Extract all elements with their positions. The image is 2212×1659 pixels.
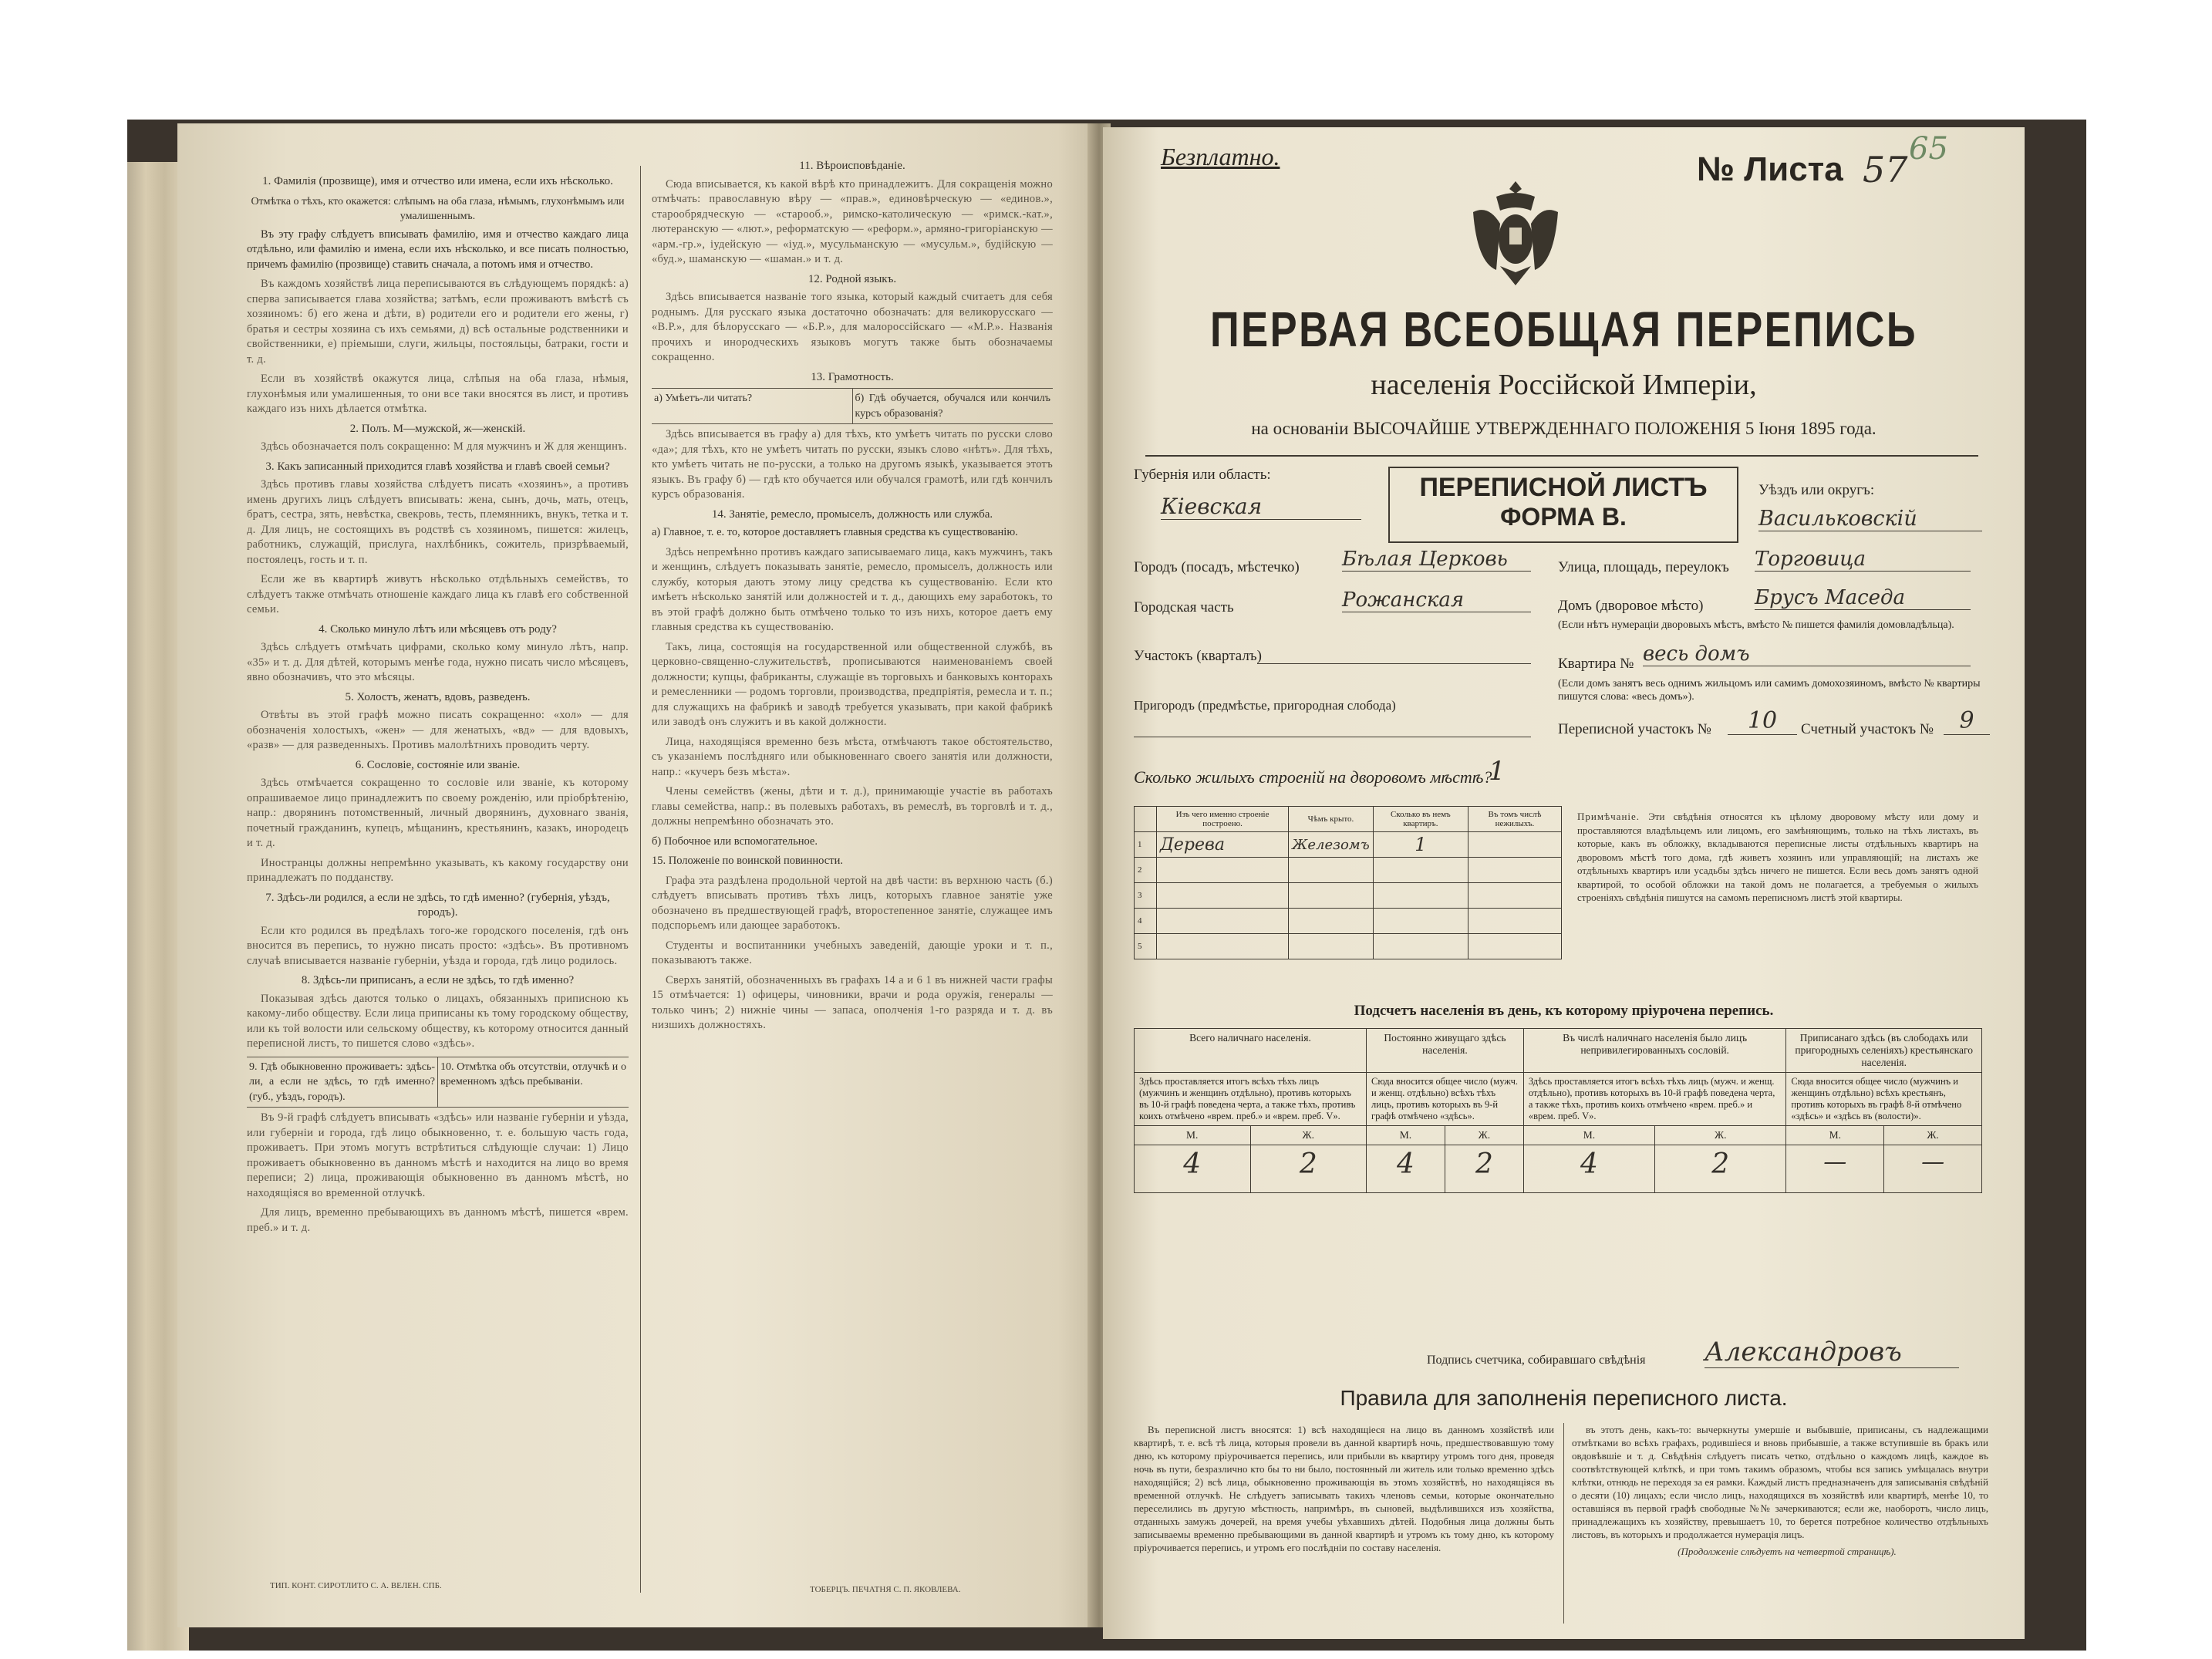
form-title-box [1388,467,1738,543]
male-label: М. [1523,1126,1654,1145]
body-text: Здѣсь отмѣчается сокращенно то сословіе или званіе, къ которому опрашиваемое лицо принадлежитъ по своему рожденію, или пріобрѣтенію, напр.: дворянинъ потомственный, личный дворянинъ, духовнаго званія, почетный гражданинъ, купецъ, мѣщанинъ, крестьянинъ, казакъ, инородецъ и т. д. [247,777,629,849]
city-value: Бѣлая Церковь [1342,548,1531,572]
house-label: Домъ (дворовое мѣсто) [1558,598,1704,614]
roof-cell [1289,858,1374,883]
body-text: Въ 9-й графѣ слѣдуетъ вписывать «здѣсь» или названіе губерніи и уѣзда, или губерніи и города, гдѣ лицо обыкновенно, т. е. большую часть года, проживаетъ. При этомъ могутъ встрѣтиться слѣдующіе случаи: 1) Лицо проживаетъ обыкновенно въ данномъ мѣстѣ и находится на лицо во время переписи; 2) лица, проживающія обыкновенно въ данномъ мѣстѣ, но находящіяся во временной отлучкѣ. [247,1111,629,1199]
count-nonprivileged-male: 4 [1523,1145,1654,1193]
count-peasants-male: — [1786,1145,1884,1193]
apartment-label: Квартира № [1558,656,1634,672]
table-row [1135,934,1562,959]
count-permanent-female: 2 [1445,1145,1523,1193]
house-value: Брусъ Маседа [1755,586,1971,610]
sheet-number-value: 57 [1863,149,1908,191]
count-district-label: Счетный участокъ № [1801,721,1934,737]
row-number: 5 [1135,934,1157,959]
section-1-text: Въ эту графу слѣдуетъ вписывать фамилію, имя и отчество каждаго лица отдѣльно, или фамилію и имена, если ихъ нѣсколько, и все писать полностью, причемъ фамилію (прозвище) ставить сначала, а потомъ имя и отчество. [247,228,629,271]
census-basis: на основаніи ВЫСОЧАЙШЕ УТВЕРЖДЕННАГО ПОЛОЖЕНІЯ 5 Іюня 1895 года. [1251,419,1876,438]
body-text: Въ каждомъ хозяйствѣ лица переписываются въ слѣдующемъ порядкѣ: а) сперва записывается глава хозяйства; затѣмъ, если проживаютъ вмѣстѣ съ хозяиномъ: б) его жена и дѣти, в) родители его и родители его жены, г) братья и сестры хозяина съ ихъ семьями, д) всѣ остальные родственники и свойственники, е) пріемыши, слуги, жильцы, постояльцы, батраки, гости и т. д. [247,278,629,366]
male-label: М. [1367,1126,1445,1145]
row-number-header [1135,807,1157,832]
section-1-subtitle: Отмѣтка о тѣхъ, кто окажется: слѣпымъ на оба глаза, нѣмымъ, глухонѣмымъ или умалишеннымъ. [251,195,625,222]
material-header: Изъ чего именно строеніе построено. [1157,807,1289,832]
row-number: 4 [1135,909,1157,934]
enumerator-signature: Александровъ [1705,1337,1959,1368]
material-cell [1157,934,1289,959]
section-13-title: 13. Грамотность. [811,370,894,383]
enumerator-label: Подпись счетчика, собиравшаго свѣдѣнія [1427,1354,1646,1367]
count-header-total: Всего наличнаго населенія. [1135,1029,1367,1073]
census-subtitle: населенія Россійской Имперіи, [1371,369,1757,401]
column-divider [640,166,641,1593]
left-footer-1: ТИП. КОНТ. СИРОТЛИТО С. А. ВЕЛЕН. СПБ. [270,1581,442,1590]
note-title: Примѣчаніе. [1577,811,1640,822]
count-desc-permanent: Сюда вносится общее число (мужч. и женщ. отдѣльно) всѣхъ тѣхъ лицъ, противъ которыхъ въ 9-й графѣ отмѣчено «здѣсь». [1367,1073,1524,1126]
left-column-1 [247,170,629,1240]
form-letter: ФОРМА В. [1500,503,1627,531]
body-text: Здѣсь обозначается полъ сокращенно: М для мужчинъ и Ж для женщинъ. [261,440,627,453]
apartments-header: Сколько въ немъ квартиръ. [1373,807,1468,832]
population-count-table [1134,1028,1982,1193]
row-number: 3 [1135,883,1157,909]
nonresidential-header: Въ томъ числѣ нежилыхъ. [1468,807,1561,832]
rules-continuation: (Продолженіе слѣдуетъ на четвертой страницѣ). [1678,1546,1897,1557]
female-label: Ж. [1445,1126,1523,1145]
population-count-title: Подсчетъ населенія въ день, къ которому пріурочена перепись. [1354,1003,1774,1019]
section-label: Участокъ (кварталъ) [1134,648,1262,664]
province-value: Кіевская [1161,494,1361,520]
nonresidential-cell [1468,883,1561,909]
body-text: Отвѣты въ этой графѣ можно писать сокращенно: «хол» — для обозначенія холостыхъ, «жен» — для женатыхъ, «вд» — для вдовыхъ, «разв» — для разведенныхъ. Противъ малолѣтнихъ проводить черту. [247,709,629,751]
body-text: Студенты и воспитанники учебныхъ заведеній, дающіе уроки и т. п., показываютъ также. [652,939,1053,966]
note-text: Эти свѣдѣнія относятся къ цѣлому дворовому мѣсту или дому и проставляются владѣльцемъ или лицомъ, его замѣняющимъ, только на тѣхъ листахъ, въ которые, какъ въ обложку, вкладываются переписные листы отдѣльныхъ квартиръ на дворовомъ мѣстѣ того дома, гдѣ живетъ хозяинъ или управляющій; на листахъ же отдѣльныхъ квартиръ или усадьбы здѣсь ничего не пишется. Если весь домъ занятъ одной квартирой, то особой обложки на такой домъ не полагается, а требуемыя о жилыхъ строеніяхъ свѣдѣнія пишутся на самомъ переписномъ листѣ этой квартиры. [1577,811,1978,903]
row-number: 2 [1135,858,1157,883]
count-header-nonprivileged: Въ числѣ наличнаго населенія было лицъ непривилегированныхъ сословій. [1523,1029,1786,1073]
section-13a-title: а) Умѣетъ-ли читать? [652,389,853,423]
count-total-male: 4 [1135,1145,1251,1193]
rules-text-1: Въ переписной листъ вносятся: 1) всѣ находящіеся на лицо въ данномъ хозяйствѣ или квартирѣ, т. е. всѣ тѣ лица, которыя провели въ данной квартирѣ ночь, предшествовавшую тому дню, къ которому пріурочивается перепись, или прибыли въ квартиру утромъ того дня, проведя ночь въ пути, безразлично кто бы то ни было, постоянный ли житель или только временно здѣсь находящійся; 2) всѣ лица, обыкновенно проживающія въ этомъ хозяйствѣ, но находящіяся въ временной отлучкѣ. Не слѣдуетъ записывать такихъ членовъ семьи, которые окончательно переселились въ другую мѣстность, напримѣръ, въ сыновей, выдѣлившихся изъ хозяйства, отданныхъ замужъ дочерей, на время учебы уѣхавшихъ дѣтей. Подобныя лица должны быть записываемы временно пребывающими въ данной квартирѣ и утромъ къ тому дню, къ которому пріурочивается перепись, и утромъ его послѣдніи по составу населенія. [1134,1424,1554,1553]
apartments-cell [1373,909,1468,934]
section-7-title: 7. Здѣсь-ли родился, а если не здѣсь, то гдѣ именно? (губернія, уѣздъ, городъ). [265,891,610,919]
section-13b-title: б) Гдѣ обучается, обучался или кончилъ курсъ образованія? [855,393,1050,420]
body-text: Показывая здѣсь даются только о лицахъ, обязанныхъ приписною къ какому-либо обществу. Если лица приписаны къ тому городскому обществу, или къ той волости или сельскому обществу, къ которому относится данный переписной листъ, то пишется слово «здѣсь». [247,992,629,1050]
header-rule [1145,455,1978,457]
body-text: Для лицъ, временно пребывающихъ въ данномъ мѣстѣ, пишется «врем. преб.» и т. д. [247,1206,629,1234]
section-9-title: 9. Гдѣ обыкновенно проживаетъ: здѣсь-ли, а если не здѣсь, то гдѣ именно? (губ., уѣздъ, городъ). [247,1057,438,1108]
suburb-label: Пригородъ (предмѣстье, пригородная слобода) [1134,698,1396,713]
census-district-value: 10 [1728,707,1797,735]
right-page [1103,127,2025,1639]
body-text: Здѣсь вписывается въ графу а) для тѣхъ, кто умѣетъ читать по русски слово «да»; для тѣхъ, кто не умѣетъ читать по русски, языкъ слово «нѣтъ». Для тѣхъ, кто умѣетъ читать не по-русски, а только на другомъ языкѣ, указывается этотъ языкъ. Въ графу б) — гдѣ кто обучается или обучался грамотѣ, или гдѣ кончилъ курсъ образованія. [652,428,1053,501]
left-footer-2: ТОБЕРЦЪ. ПЕЧАТНЯ С. П. ЯКОВЛЕВА. [810,1585,961,1594]
section-1-title: 1. Фамилія (прозвище), имя и отчество или имена, если ихъ нѣсколько. [262,175,613,187]
census-title: ПЕРВАЯ ВСЕОБЩАЯ ПЕРЕПИСЬ [1209,302,1918,357]
count-desc-total: Здѣсь проставляется итогъ всѣхъ тѣхъ лицъ (мужчинъ и женщинъ отдѣльно), противъ которыхъ въ 10-й графѣ поведена черта, а также тѣхъ, противъ коихъ отмѣчено «врем. преб.» и «врем. преб. V». [1135,1073,1367,1126]
section-15-title: 15. Положеніе по воинской повинности. [652,855,843,867]
body-text: Такъ, лица, состоящія на государственной или общественной службѣ, въ церковно-священно-служительствѣ, прописываются наименованіемъ своей должности; купцы, фабриканты, служащіе въ торговыхъ и банковыхъ конторахъ и ремесленники — родомъ торговли, производства, предпріятія, ремесла и т. п.; для служащихъ на фабрикѣ и заводѣ требуется указывать, при какой фабрикѣ или заводѣ онъ служитъ и въ какой должности. [652,640,1053,728]
material-cell [1157,883,1289,909]
count-permanent-male: 4 [1367,1145,1445,1193]
body-text: Лица, находящіяся временно безъ мѣста, отмѣчаютъ такое обстоятельство, съ указаніемъ послѣдняго или обыкновеннаго своего занятія или должности, напр.: «кучеръ безъ мѣста». [652,735,1053,778]
body-text: Здѣсь вписывается названіе того языка, который каждый считаетъ для себя роднымъ. Для русскаго языка достаточно обозначать: для великорусскаго — «В.Р.», для бѣлорусскаго — «Б.Р.», для малороссійскаго — «М.Р.». Названія прочихъ и инородческихъ языковъ могутъ также быть обозначаемы сокращенно. [652,291,1053,363]
district-value: Рожанская [1342,588,1531,612]
count-desc-nonprivileged: Здѣсь проставляется итогъ всѣхъ тѣхъ лицъ (мужч. и женщ. отдѣльно), противъ которыхъ въ 10-й графѣ поведена черта, а также тѣхъ, противъ коихъ отмѣчено «врем. преб.» и «врем. преб. V». [1523,1073,1786,1126]
section-value-line [1257,663,1531,664]
buildings-table [1134,806,1562,959]
male-label: М. [1135,1126,1251,1145]
roof-cell [1289,934,1374,959]
section-12-title: 12. Родной языкъ. [808,272,897,285]
body-text: Здѣсь слѣдуетъ отмѣчать цифрами, сколько кому минуло лѣтъ, напр. «35» и т. д. Для дѣтей, которымъ менѣе года, нужно писать число мѣсяцевъ, явно обозначивъ, что это мѣсяцы. [247,641,629,683]
buildings-value: 1 [1489,756,1506,787]
count-total-female: 2 [1250,1145,1367,1193]
apartments-cell: 1 [1373,832,1468,858]
section-11-title: 11. Вѣроисповѣданіе. [799,160,905,172]
left-page [177,123,1095,1627]
roof-cell: Железомъ [1289,832,1374,858]
county-value: Васильковскій [1758,507,1982,531]
apartment-note: (Если домъ занятъ весь однимъ жильцомъ или самимъ домохозяиномъ, вмѣсто № квартиры пишутся слова: «весь домъ»). [1558,678,1981,703]
district-label: Городская часть [1134,599,1234,615]
street-value: Торговица [1755,548,1971,572]
nonresidential-cell [1468,858,1561,883]
body-text: Сверхъ занятій, обозначенныхъ въ графахъ 14 а и 6 1 въ нижней части графы 15 отмѣчается: 1) офицеры, чиновники, врачи и рода оружія, генералы — только чинъ; 2) нижніе чины — запаса, ополченія 1-го разряда и т. д. въ низшихъ должностяхъ. [652,973,1053,1031]
free-label: Безплатно. [1161,143,1280,170]
row-number: 1 [1135,832,1157,858]
material-cell [1157,909,1289,934]
section-14b-title: б) Побочное или вспомогательное. [652,835,818,848]
roof-header: Чѣмъ крыто. [1289,807,1374,832]
apartments-cell [1373,934,1468,959]
form-title: ПЕРЕПИСНОЙ ЛИСТЪ [1419,473,1708,502]
section-6-title: 6. Сословіе, состояніе или званіе. [355,758,521,771]
left-column-2 [652,154,1053,1038]
section-8-title: 8. Здѣсь-ли приписанъ, а если не здѣсь, то гдѣ именно? [301,974,575,986]
census-district-label: Переписной участокъ № [1558,721,1711,737]
female-label: Ж. [1250,1126,1367,1145]
table-row [1135,883,1562,909]
province-label: Губернія или область: [1134,467,1271,483]
house-note: (Если нѣтъ нумераціи дворовыхъ мѣстъ, вмѣсто № пишется фамилія домовладѣльца). [1558,619,1954,631]
nonresidential-cell [1468,909,1561,934]
table-row [1135,858,1562,883]
sheet-number-label: № Листа [1697,150,1843,188]
section-14-title: 14. Занятіе, ремесло, промыселъ, должность или служба. [711,507,993,521]
apartment-value: весь домъ [1643,642,1971,666]
rules-text-2: въ этотъ день, какъ-то: вычеркнуты умершіе и выбывшіе, приписаны, съ надлежащими отмѣтками во всѣхъ графахъ, родившіеся и вновь прибывшіе, а также вступившіе въ бракъ или овдовѣвшіе и т. д. Свѣдѣнія слѣдуетъ писать четко, отдѣльно о каждомъ лицѣ, каждое въ соотвѣтствующей клѣткѣ, и при томъ такимъ образомъ, чтобы вся запись умѣщалась внутри клѣтки, отнюдь не переходя за ея рамки. Каждый листъ предназначенъ для записыванія свѣдѣній о десяти (10) лицахъ; если число лицъ, находящихся въ хозяйствѣ или квартирѣ, менѣе 10, то оставшіяся въ первой графѣ свободные №№ зачеркиваются; если же, наоборотъ, число лицъ, принадлежащихъ къ хозяйству, превышаетъ 10, то берется потребное количество отдѣльныхъ листовъ, въ которыхъ и продолжается нумерація лицъ. [1572,1424,1988,1540]
buildings-note [1577,810,1978,905]
body-text: Иностранцы должны непремѣнно указывать, къ какому государству они принадлежатъ по подданству. [247,856,629,884]
body-text: Если въ хозяйствѣ окажутся лица, слѣпыя на оба глаза, нѣмыя, глухонѣмыя или умалишенныя, то они все таки вносятся въ лист, и противъ каждаго изъ нихъ дѣлается отмѣтка. [247,373,629,415]
body-text: Сюда вписывается, къ какой вѣрѣ кто принадлежитъ. Для сокращенія можно отмѣчать: православную вѣру — «прав.», единовѣрческую — «единов.», старообрядческую — «старооб.», римско-католическую — «римск.-кат.», лютеранскую — «лют.», реформатскую — «реформ.», армяно-григоріанскую — «арм.-гр.», іудейскую — «іуд.», мусульманскую — «мусульм.», будійскую — «буд.», шаманскую — «шаман.» и т. д. [652,177,1053,265]
count-header-permanent: Постоянно живущаго здѣсь населенія. [1367,1029,1524,1073]
count-district-value: 9 [1944,707,1990,735]
apartments-cell [1373,883,1468,909]
body-text: Здѣсь непремѣнно противъ каждаго записываемаго лица, какъ мужчинъ, такъ и женщинъ, слѣдуетъ показывать занятіе, ремесло, промыселъ, должность или службу, которыя даютъ этому лицу средства къ существованію. Если кто имѣетъ нѣсколько занятій или должностей и т. д., дающихъ ему заработокъ, то въ этой графѣ должно быть отмѣчено только то изъ нихъ, которое даетъ ему главныя средства къ существованію. [652,545,1053,633]
rules-column-1 [1134,1423,1554,1558]
rules-divider [1563,1423,1564,1624]
body-text: Если же въ квартирѣ живутъ нѣсколько отдѣльныхъ семействъ, то слѣдуетъ также отмѣчать отношеніе каждаго лица къ главѣ его собственной семьи. [247,573,629,615]
imperial-eagle-emblem [1465,174,1566,289]
body-text: Члены семействъ (жены, дѣти и т. д.), принимающіе участіе въ работахъ главы семейства, напр.: въ полевыхъ работахъ, въ ремеслѣ, въ торговлѣ и т. д., должны непремѣнно обозначать это. [652,785,1053,828]
material-cell: Дерева [1157,832,1289,858]
body-text: Если кто родился въ предѣлахъ того-же городского поселенія, гдѣ онъ вносится въ перепись, то нужно писать просто: «здѣсь». Въ противномъ случаѣ вписывается названіе губерніи, уѣзда и города, гдѣ лицо родилось. [247,924,629,967]
roof-cell [1289,909,1374,934]
table-row [1135,832,1562,858]
buildings-question: Сколько жилыхъ строеній на дворовомъ мѣстѣ? [1134,767,1492,787]
rules-title: Правила для заполненія переписного листа. [1340,1386,1788,1410]
female-label: Ж. [1655,1126,1786,1145]
section-10-title: 10. Отмѣтка объ отсутствіи, отлучкѣ и о временномъ здѣсь пребываніи. [440,1060,626,1087]
count-peasants-female: — [1884,1145,1982,1193]
count-header-peasants: Приписанаго здѣсь (въ слободахъ или пригородныхъ селеніяхъ) крестьянскаго населенія. [1786,1029,1982,1073]
female-label: Ж. [1884,1126,1982,1145]
section-5-title: 5. Холостъ, женатъ, вдовъ, разведенъ. [345,690,531,703]
male-label: М. [1786,1126,1884,1145]
roof-cell [1289,883,1374,909]
body-text: Графа эта раздѣлена продольной чертой на двѣ части: въ верхнюю часть (б.) слѣдуетъ вписывать противъ тѣхъ лицъ, которыхъ главное занятіе уже обозначено въ предшествующей графѣ, второстепенное занятіе, служащее имъ подспорьемъ или дающее заработокъ. [652,874,1053,932]
section-4-title: 4. Сколько минуло лѣтъ или мѣсяцевъ отъ роду? [319,622,557,636]
count-nonprivileged-female: 2 [1655,1145,1786,1193]
nonresidential-cell [1468,832,1561,858]
nonresidential-cell [1468,934,1561,959]
count-desc-peasants: Сюда вносится общее число (мужчинъ и женщинъ отдѣльно) всѣхъ крестьянъ, противъ которыхъ въ графѣ 8-й отмѣчено «здѣсь» и «здѣсь въ (волости)». [1786,1073,1982,1126]
body-text: Здѣсь противъ главы хозяйства слѣдуетъ писать «хозяинъ», а противъ имень другихъ лицъ слѣдуетъ вписывать: жена, сынъ, дочь, мать, отецъ, братъ, сестра, зять, невѣстка, свекровь, тесть, племянникъ, внукъ, тетка и т. д. Для лицъ, не состоящихъ въ родствѣ съ хозяиномъ, пишется: жилецъ, работникъ, служащій, прислуга, нахлѣбникъ, сожитель, призрѣваемый, постоялецъ, гость и т. п. [247,478,629,566]
apartments-cell [1373,858,1468,883]
section-3-title: 3. Какъ записанный приходится главѣ хозяйства и главѣ своей семьи? [265,460,610,473]
material-cell [1157,858,1289,883]
street-label: Улица, площадь, переулокъ [1558,559,1729,575]
sheet-number-correction: 65 [1909,131,1948,167]
table-row [1135,909,1562,934]
section-14a-title: а) Главное, т. е. то, которое доставляетъ главныя средства къ существованію. [652,526,1018,538]
city-label: Городъ (посадъ, мѣстечко) [1134,559,1300,575]
section-2-title: 2. Полъ. М—мужской, ж—женскій. [349,422,526,435]
county-label: Уѣздъ или округъ: [1758,482,1875,498]
rules-column-2 [1572,1423,1988,1562]
